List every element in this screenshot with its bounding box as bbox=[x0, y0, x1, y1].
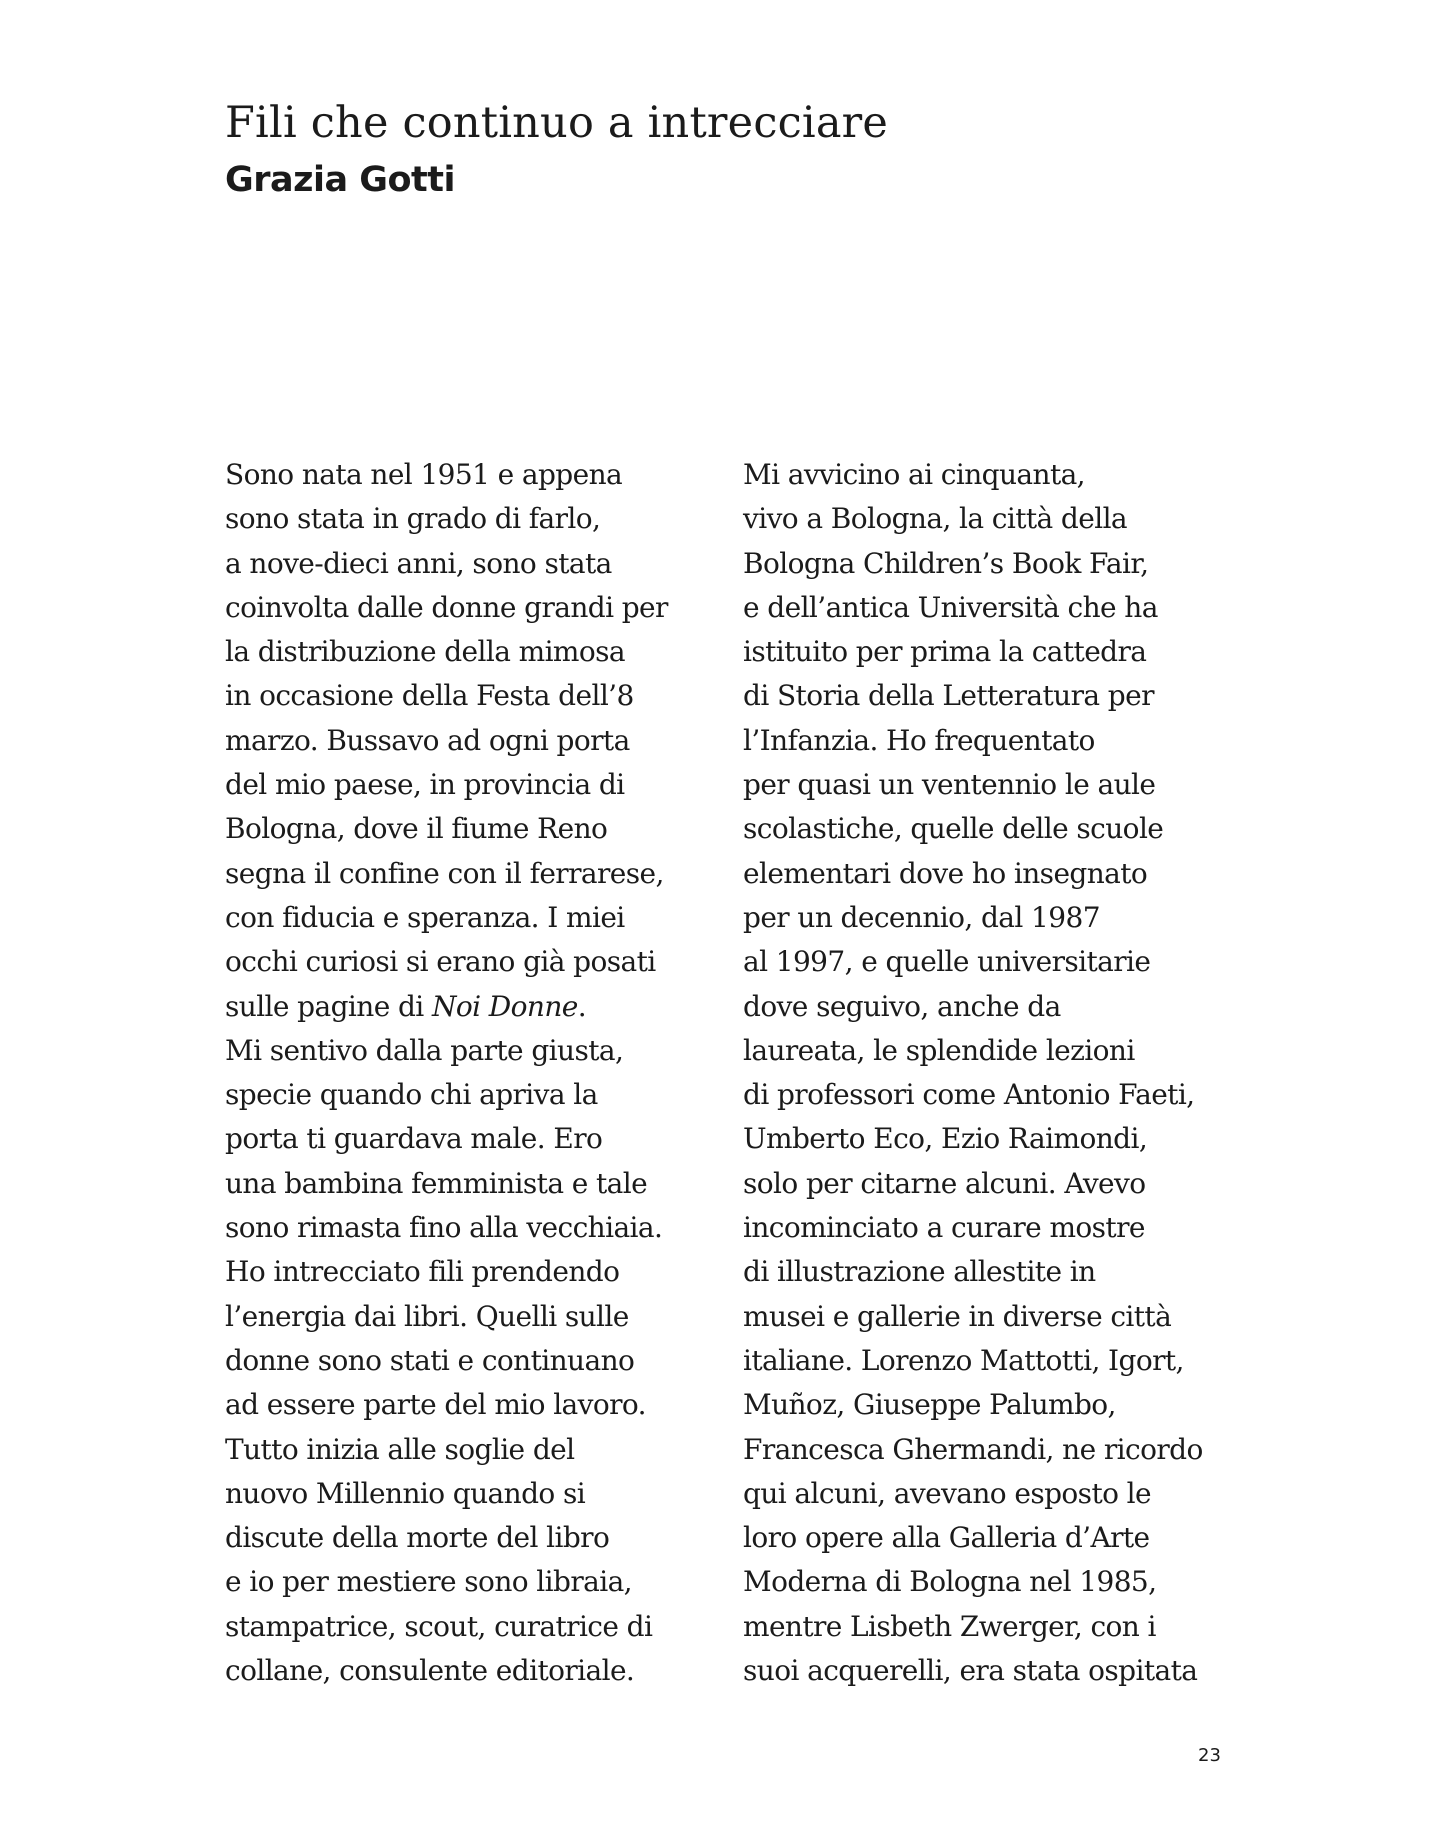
text-line: ad essere parte del mio lavoro. bbox=[225, 1388, 646, 1422]
text-line: Moderna di Bologna nel 1985, bbox=[743, 1565, 1157, 1599]
page-title: Fili che continuo a intrecciare bbox=[225, 98, 889, 148]
publication-title: Noi Donne bbox=[431, 989, 578, 1023]
text-line: dove seguivo, anche da bbox=[743, 989, 1061, 1023]
text-line: italiane. Lorenzo Mattotti, Igort, bbox=[743, 1343, 1184, 1377]
text-line: elementari dove ho insegnato bbox=[743, 856, 1148, 890]
text-column-left bbox=[225, 453, 705, 1693]
text-line: di illustrazione allestite in bbox=[743, 1255, 1096, 1289]
text-column-right bbox=[743, 453, 1233, 1693]
text-line: Mi avvicino ai cinquanta, bbox=[743, 458, 1085, 491]
text-line: per quasi un ventennio le aule bbox=[743, 768, 1156, 802]
text-line: in occasione della Festa dell’8 bbox=[225, 679, 634, 713]
text-line: suoi acquerelli, era stata ospitata bbox=[743, 1654, 1198, 1688]
text-line: per un decennio, dal 1987 bbox=[743, 900, 1100, 934]
text-line: Ho intrecciato fili prendendo bbox=[225, 1255, 620, 1289]
text-line: marzo. Bussavo ad ogni porta bbox=[225, 723, 630, 757]
text-line: Sono nata nel 1951 e appena bbox=[225, 458, 623, 491]
text-line: Mi sentivo dalla parte giusta, bbox=[225, 1033, 624, 1067]
text-line: nuovo Millennio quando si bbox=[225, 1476, 586, 1510]
text-line: sono rimasta fino alla vecchiaia. bbox=[225, 1211, 663, 1245]
text-line: donne sono stati e continuano bbox=[225, 1343, 635, 1377]
text-line: musei e gallerie in diverse città bbox=[743, 1299, 1172, 1333]
text-line: sono stata in grado di farlo, bbox=[225, 502, 601, 536]
text-line: discute della morte del libro bbox=[225, 1521, 610, 1555]
text-line: al 1997, e quelle universitarie bbox=[743, 945, 1151, 979]
text-line: l’Infanzia. Ho frequentato bbox=[743, 723, 1095, 757]
text-line: vivo a Bologna, la città della bbox=[743, 502, 1128, 536]
text-line: stampatrice, scout, curatrice di bbox=[225, 1609, 653, 1643]
text-line: e dell’antica Università che ha bbox=[743, 590, 1158, 624]
text-line: Bologna Children’s Book Fair, bbox=[743, 546, 1149, 580]
text-line: Muñoz, Giuseppe Palumbo, bbox=[743, 1388, 1116, 1422]
text-line: loro opere alla Galleria d’Arte bbox=[743, 1521, 1150, 1555]
text-line: e io per mestiere sono libraia, bbox=[225, 1565, 632, 1599]
text-line: porta ti guardava male. Ero bbox=[225, 1122, 603, 1156]
text-line: la distribuzione della mimosa bbox=[225, 635, 625, 669]
text-line: Francesca Ghermandi, ne ricordo bbox=[743, 1432, 1203, 1466]
text-segment: . bbox=[577, 989, 587, 1023]
text-line: l’energia dai libri. Quelli sulle bbox=[225, 1299, 629, 1333]
text-line: di Storia della Letteratura per bbox=[743, 679, 1154, 713]
author-name: Grazia Gotti bbox=[225, 160, 456, 200]
text-line: incominciato a curare mostre bbox=[743, 1211, 1145, 1245]
text-line: scolastiche, quelle delle scuole bbox=[743, 812, 1164, 846]
text-line: coinvolta dalle donne grandi per bbox=[225, 590, 668, 624]
text-line: istituito per prima la cattedra bbox=[743, 635, 1147, 669]
text-line: qui alcuni, avevano esposto le bbox=[743, 1476, 1151, 1510]
text-segment: sulle pagine di bbox=[225, 989, 432, 1023]
text-line: una bambina femminista e tale bbox=[225, 1166, 648, 1200]
text-line: laureata, le splendide lezioni bbox=[743, 1033, 1135, 1067]
text-line: con fiducia e speranza. I miei bbox=[225, 900, 625, 934]
text-line: segna il confine con il ferrarese, bbox=[225, 856, 664, 890]
text-line: occhi curiosi si erano già posati bbox=[225, 945, 656, 979]
text-line bbox=[225, 985, 705, 1029]
text-line: collane, consulente editoriale. bbox=[225, 1654, 635, 1688]
text-line: di professori come Antonio Faeti, bbox=[743, 1078, 1195, 1112]
text-line: del mio paese, in provincia di bbox=[225, 768, 625, 802]
text-line: Tutto inizia alle soglie del bbox=[225, 1432, 575, 1466]
text-line: solo per citarne alcuni. Avevo bbox=[743, 1166, 1146, 1200]
text-line: Bologna, dove il fiume Reno bbox=[225, 812, 608, 846]
text-line: Umberto Eco, Ezio Raimondi, bbox=[743, 1122, 1148, 1156]
text-line: a nove-dieci anni, sono stata bbox=[225, 546, 612, 580]
page-number: 23 bbox=[1198, 1745, 1221, 1766]
text-line: specie quando chi apriva la bbox=[225, 1078, 598, 1112]
text-line: mentre Lisbeth Zwerger, con i bbox=[743, 1609, 1156, 1643]
